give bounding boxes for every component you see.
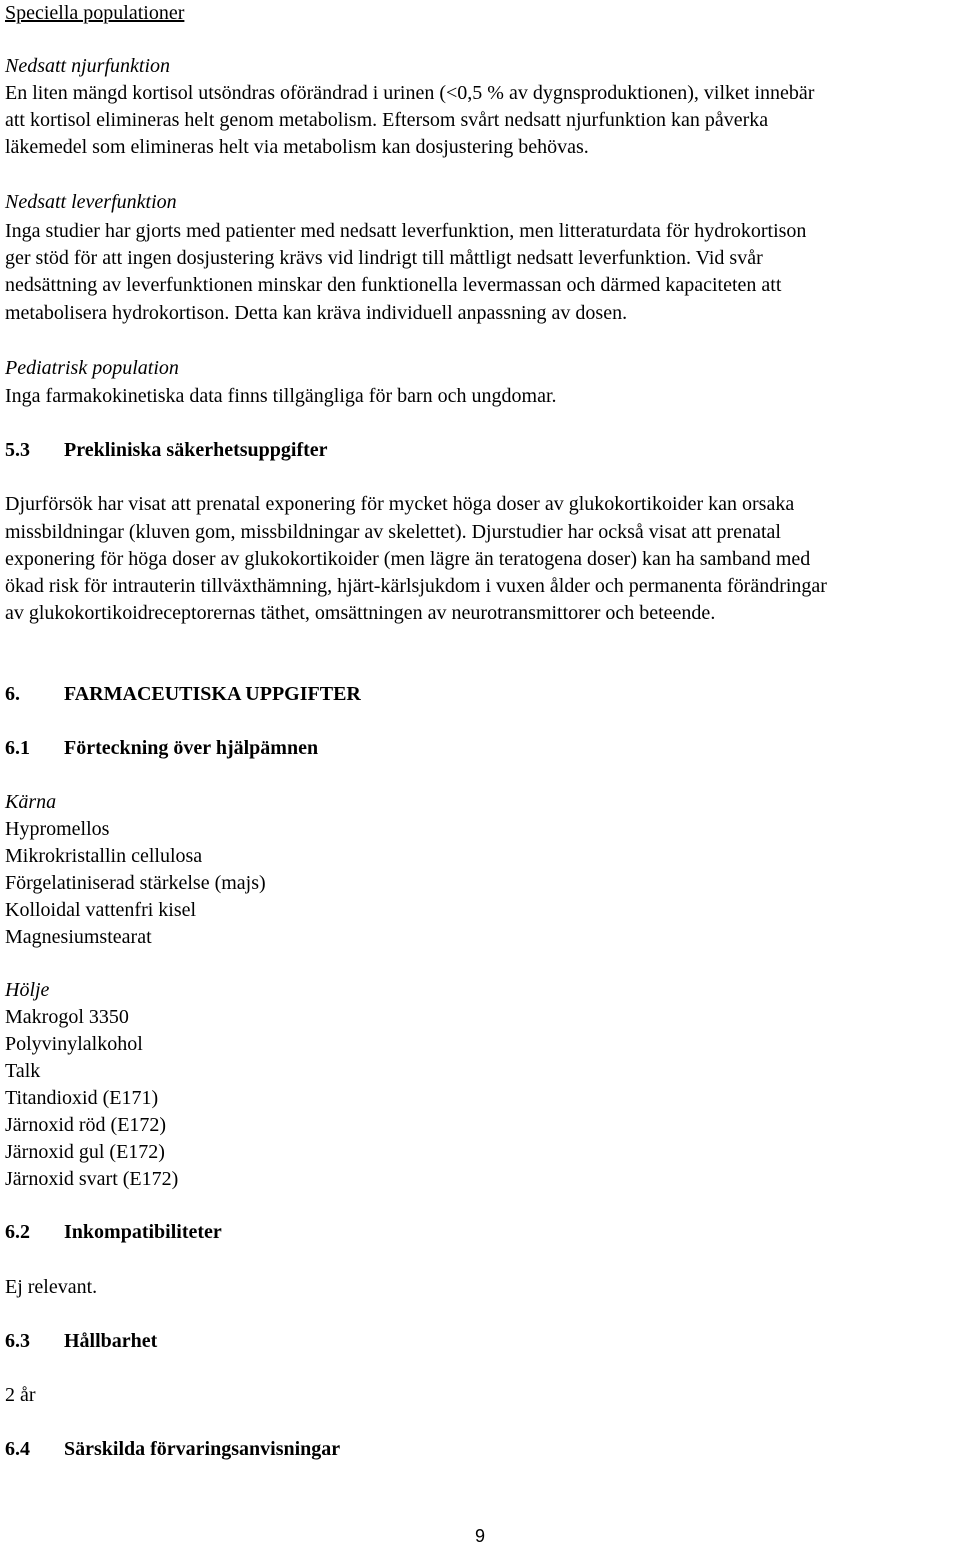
section-number: 6.1 [5, 737, 30, 759]
list-item: Talk [5, 1060, 41, 1082]
paragraph-line: Inga farmakokinetiska data finns tillgängliga för barn och ungdomar. [5, 385, 557, 407]
list-item: Makrogol 3350 [5, 1006, 129, 1028]
section-title: Särskilda förvaringsanvisningar [64, 1438, 341, 1460]
page-number: 9 [474, 1526, 485, 1546]
paragraph-line: Inga studier har gjorts med patienter med nedsatt leverfunktion, men litteraturdata för hydrokortison [5, 220, 807, 242]
subheading-hepatic: Nedsatt leverfunktion [5, 191, 177, 213]
list-item: Kolloidal vattenfri kisel [5, 899, 197, 921]
list-item: Hypromellos [5, 818, 110, 840]
paragraph-line: ökad risk för intrauterin tillväxthämning, hjärt-kärlsjukdom i vuxen ålder och permanenta förändringar [5, 575, 827, 597]
subheading-coating: Hölje [5, 979, 50, 1001]
section-number: 6.2 [5, 1221, 30, 1243]
subheading-renal: Nedsatt njurfunktion [5, 55, 170, 77]
section-heading-6 [0, 681, 960, 708]
section-number: 6.3 [5, 1330, 30, 1352]
list-item: Mikrokristallin cellulosa [5, 845, 203, 867]
paragraph-line: ger stöd för att ingen dosjustering krävs vid lindrigt till måttligt nedsatt leverfunktion. Vid svår [5, 247, 763, 269]
list-item: Järnoxid röd (E172) [5, 1114, 167, 1136]
section-heading-6-1 [0, 735, 960, 762]
list-item: Titandioxid (E171) [5, 1087, 159, 1109]
section-title: Inkompatibiliteter [64, 1221, 222, 1243]
section-title: Hållbarhet [64, 1330, 158, 1352]
section-title: Förteckning över hjälpämnen [64, 737, 319, 759]
paragraph-line: Ej relevant. [5, 1276, 98, 1298]
subheading-pediatric: Pediatrisk population [5, 357, 179, 379]
paragraph-line: att kortisol elimineras helt genom metabolism. Eftersom svårt nedsatt njurfunktion kan påverka [5, 109, 769, 131]
paragraph-line: nedsättning av leverfunktionen minskar den funktionella levermassan och därmed kapaciteten att [5, 274, 782, 296]
paragraph-line: metabolisera hydrokortison. Detta kan kräva individuell anpassning av dosen. [5, 302, 628, 324]
section-heading-5-3 [0, 437, 960, 464]
list-item: Förgelatiniserad stärkelse (majs) [5, 872, 266, 894]
paragraph-line: av glukokortikoidreceptorernas täthet, omsättningen av neurotransmittorer och beteende. [5, 602, 716, 624]
section-number: 6.4 [5, 1438, 30, 1460]
list-item: Polyvinylalkohol [5, 1033, 143, 1055]
section-heading-6-2 [0, 1219, 960, 1246]
section-title-special-populations: Speciella populationer [5, 2, 185, 24]
section-number: 5.3 [5, 439, 30, 461]
list-item: Magnesiumstearat [5, 926, 152, 948]
section-number: 6. [5, 683, 20, 705]
paragraph-line: läkemedel som elimineras helt via metabolism kan dosjustering behövas. [5, 136, 589, 158]
paragraph-line: En liten mängd kortisol utsöndras oförändrad i urinen (<0,5 % av dygnsproduktionen), vilket innebär [5, 82, 815, 104]
paragraph-line: 2 år [5, 1384, 36, 1406]
paragraph-line: Djurförsök har visat att prenatal exponering för mycket höga doser av glukokortikoider kan orsaka [5, 493, 795, 515]
section-heading-6-3 [0, 1328, 960, 1355]
subheading-core: Kärna [5, 791, 57, 813]
section-heading-6-4 [0, 1436, 960, 1463]
paragraph-line: missbildningar (kluven gom, missbildningar av skelettet). Djurstudier har också visat att prenatal [5, 521, 781, 543]
list-item: Järnoxid svart (E172) [5, 1168, 179, 1190]
section-title: Prekliniska säkerhetsuppgifter [64, 439, 328, 461]
paragraph-line: exponering för höga doser av glukokortikoider (men lägre än teratogena doser) kan ha samband med [5, 548, 811, 570]
section-title: FARMACEUTISKA UPPGIFTER [64, 683, 361, 705]
list-item: Järnoxid gul (E172) [5, 1141, 165, 1163]
